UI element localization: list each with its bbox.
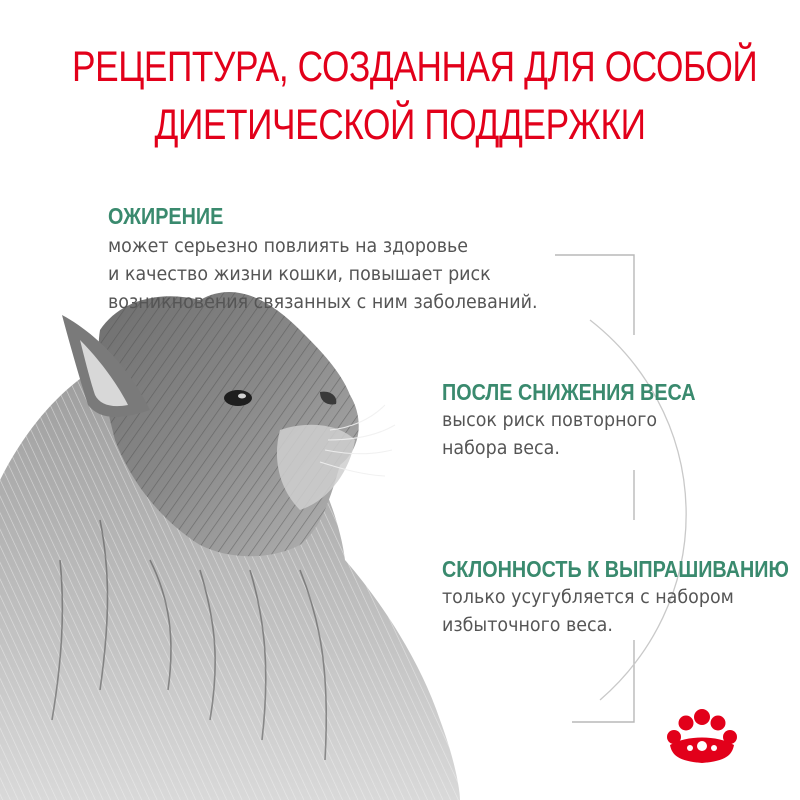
body-line: возникновения связанных с ним заболеваний.: [108, 291, 538, 313]
title-line-2: ДИЕТИЧЕСКОЙ ПОДДЕРЖКИ: [154, 101, 646, 149]
body-after-weight-loss: [442, 406, 713, 462]
cat-photo: [0, 292, 460, 800]
body-line: может серьезно повлиять на здоровье: [108, 235, 469, 257]
text-block-after-weight-loss: [442, 378, 737, 462]
text-block-begging: [442, 555, 800, 639]
text-block-obesity: [108, 202, 575, 316]
royal-canin-crown-logo: [667, 709, 737, 763]
title-line-1: РЕЦЕПТУРА, СОЗДАННАЯ ДЛЯ ОСОБОЙ: [72, 43, 758, 91]
body-obesity: [108, 232, 538, 316]
body-line: и качество жизни кошки, повышает риск: [108, 263, 491, 285]
heading-begging: СКЛОННОСТЬ К ВЫПРАШИВАНИЮ: [442, 556, 789, 582]
heading-after-weight-loss: ПОСЛЕ СНИЖЕНИЯ ВЕСА: [442, 379, 696, 405]
body-line: избыточного веса.: [442, 614, 613, 636]
body-line: только усугубляется с набором: [442, 586, 734, 608]
body-line: набора веса.: [442, 437, 560, 459]
body-begging: [442, 583, 800, 639]
body-line: высок риск повторного: [442, 409, 658, 431]
heading-obesity: ОЖИРЕНИЕ: [108, 203, 224, 229]
